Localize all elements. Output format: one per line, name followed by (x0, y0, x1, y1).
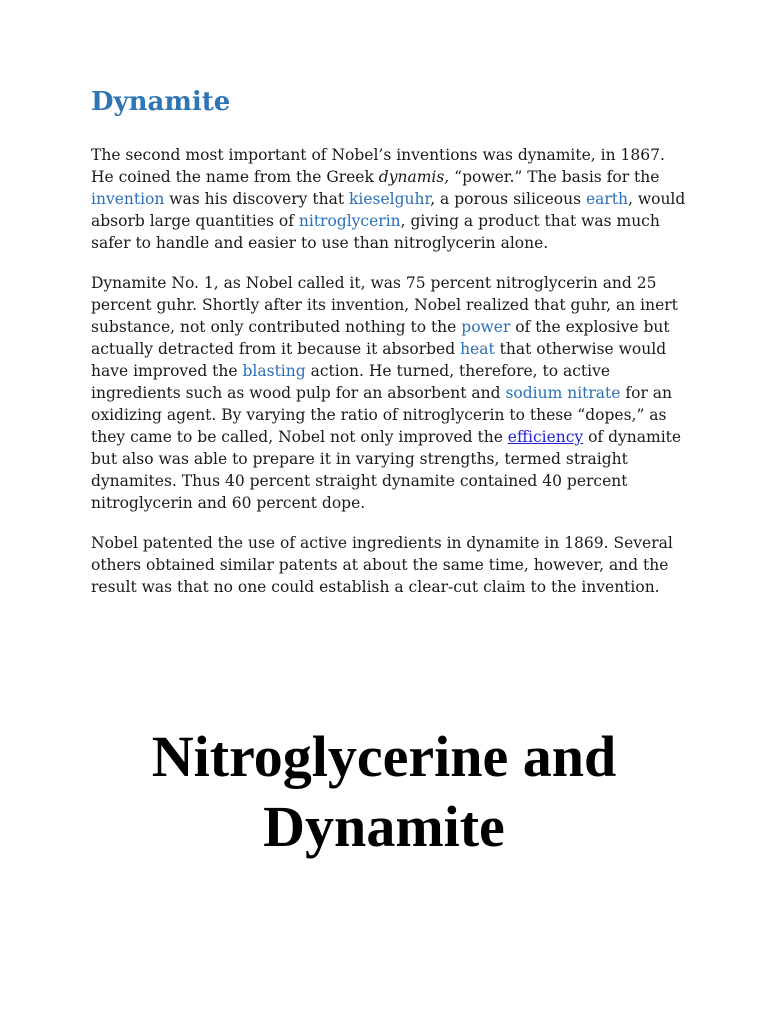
text-run: “power.” The basis for the (449, 167, 660, 186)
text-run: was his discovery that (164, 189, 349, 208)
emphasis-text: dynamis, (378, 167, 450, 186)
text-run: Dynamite No. 1, as Nobel called it, was 75 percent nitroglycerin and 25 percent guhr. Shortly after its invention, Nobel realized that guhr, an inert substance, not only contributed nothing to the (91, 273, 678, 336)
text-run: of dynamite but also was able to prepare it in varying strengths, termed straight dynamites. Thus 40 percent straight dynamite contained 40 percent nitroglycerin and 60 percent dope. (91, 427, 682, 512)
text-run: The second most important of Nobel’s inventions was dynamite, in 1867. He coined the name from the Greek (91, 145, 665, 186)
keyword-link[interactable]: kieselguhr (348, 189, 431, 208)
keyword-link[interactable]: nitroglycerin (298, 211, 401, 230)
text-run: , would absorb large quantities of (91, 189, 686, 230)
big-title (0, 722, 768, 862)
keyword-link[interactable]: blasting (242, 361, 306, 380)
text-run: of the explosive but actually detracted from it because it absorbed (91, 317, 670, 358)
big-title-line-2: Dynamite (263, 794, 505, 859)
keyword-link[interactable]: power (461, 317, 511, 336)
text-run: , a porous siliceous (430, 189, 586, 208)
text-run: , giving a product that was much safer to handle and easier to use than nitroglycerin alone. (91, 211, 660, 252)
paragraph-3: Nobel patented the use of active ingredients in dynamite in 1869. Several others obtained similar patents at about the same time, however, and the result was that no one could establish a clear-cut claim to the invention. (91, 533, 673, 596)
article (91, 88, 691, 616)
keyword-link[interactable]: invention (91, 189, 165, 208)
keyword-link[interactable]: earth (585, 189, 628, 208)
section-title: Dynamite (91, 87, 231, 117)
keyword-link[interactable]: heat (460, 339, 495, 358)
text-run: action. He turned, therefore, to active ingredients such as wood pulp for an absorbent and (91, 361, 611, 402)
text-run: for an oxidizing agent. By varying the ratio of nitroglycerin to these “dopes,” as they came to be called, Nobel not only improved the (91, 383, 673, 446)
text-run: that otherwise would have improved the (91, 339, 667, 380)
hyperlink[interactable]: efficiency (507, 427, 584, 446)
paragraph-2 (91, 272, 691, 514)
keyword-link[interactable]: sodium nitrate (505, 383, 621, 402)
big-title-line-1: Nitroglycerine and (151, 724, 617, 789)
paragraph-1 (91, 144, 691, 254)
